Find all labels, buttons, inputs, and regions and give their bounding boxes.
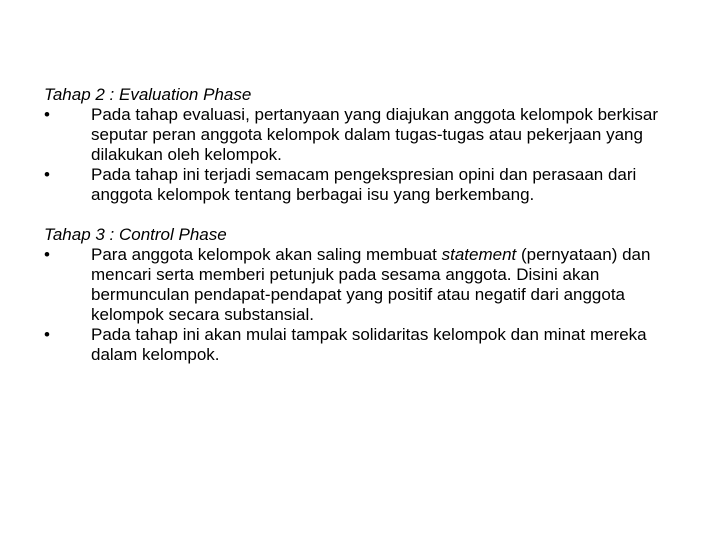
slide-content (44, 85, 684, 385)
bullet-list (44, 105, 684, 205)
bullet-item (44, 105, 684, 165)
bullet-icon: • (44, 165, 50, 184)
bullet-text-end: (pernyataan) dan mencari serta memberi petunjuk pada sesama anggota. Disini akan bermunculan pendapat-pendapat yang positif atau negatif dari anggota kelompok secara substansial. (91, 245, 651, 324)
bullet-text: Pada tahap ini terjadi semacam pengekspresian opini dan perasaan dari anggota kelompok tentang berbagai isu yang berkembang. (91, 165, 637, 204)
bullet-icon: • (44, 105, 50, 124)
bullet-text (91, 245, 684, 325)
section-heading: Tahap 2 : Evaluation Phase (44, 85, 252, 104)
bullet-icon: • (44, 245, 50, 264)
bullet-text-italic: statement (441, 245, 517, 264)
bullet-item (44, 325, 684, 365)
bullet-text: Pada tahap evaluasi, pertanyaan yang diajukan anggota kelompok berkisar seputar peran anggota kelompok dalam tugas-tugas atau pekerjaan yang dilakukan oleh kelompok. (91, 105, 659, 164)
section-control-phase (44, 225, 684, 365)
bullet-list (44, 245, 684, 365)
bullet-icon: • (44, 325, 50, 344)
bullet-item (44, 245, 684, 325)
bullet-item (44, 165, 684, 205)
bullet-text-start: Para anggota kelompok akan saling membuat (91, 245, 442, 264)
bullet-text: Pada tahap ini akan mulai tampak solidaritas kelompok dan minat mereka dalam kelompok. (91, 325, 647, 364)
section-heading: Tahap 3 : Control Phase (44, 225, 227, 244)
section-evaluation-phase (44, 85, 684, 205)
